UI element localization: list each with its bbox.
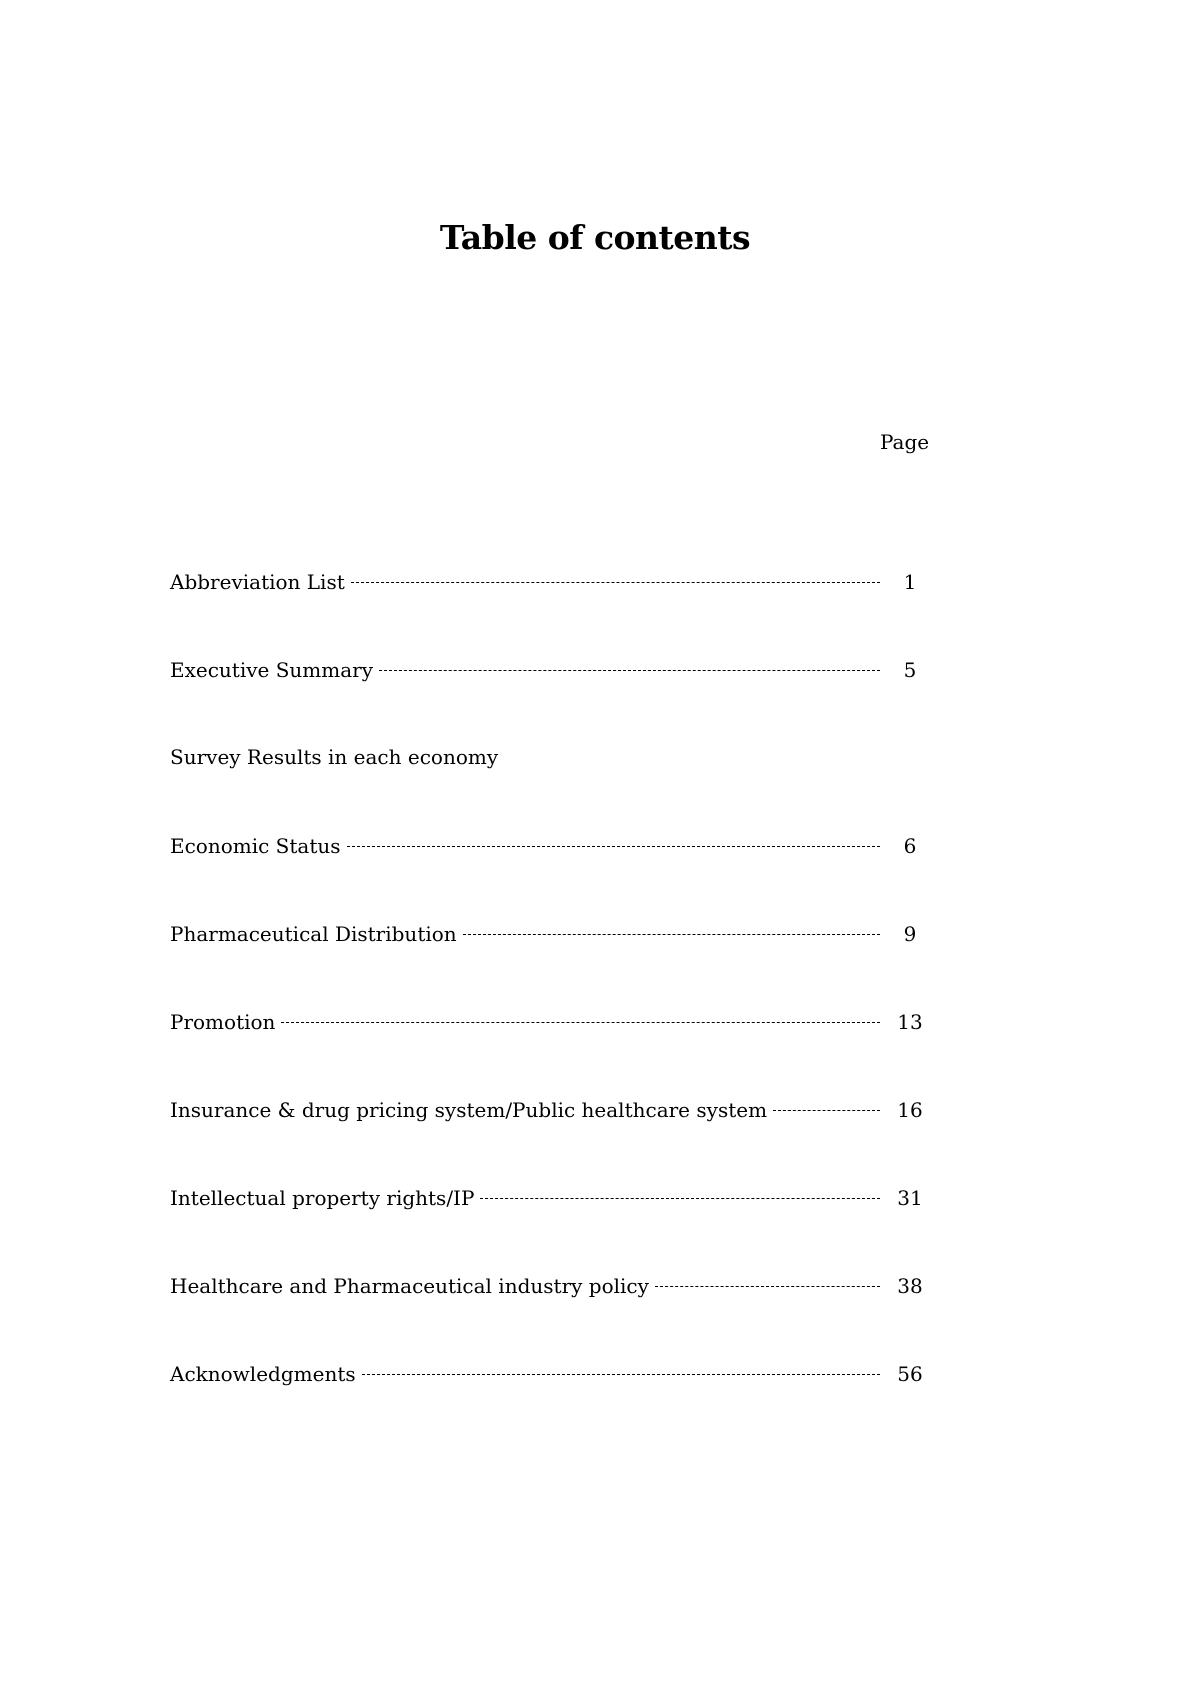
toc-entry[interactable] [170, 1186, 930, 1216]
toc-entry-label: Intellectual property rights/IP [170, 1186, 475, 1210]
dot-leader [347, 846, 880, 847]
toc-entry[interactable] [170, 1274, 930, 1304]
toc-entry-page: 16 [897, 1098, 923, 1122]
toc-entry[interactable] [170, 658, 930, 688]
toc-entry-page: 13 [897, 1010, 923, 1034]
dot-leader [281, 1022, 880, 1023]
page-column-label: Page [880, 430, 930, 454]
page-title: Table of contents [439, 218, 751, 257]
dot-leader [351, 582, 880, 583]
toc-entry-label: Insurance & drug pricing system/Public healthcare system [170, 1098, 768, 1122]
toc-entry-page: 56 [897, 1362, 923, 1386]
dot-leader [379, 670, 880, 671]
toc-entry-page: 6 [903, 834, 917, 858]
dot-leader [362, 1374, 880, 1375]
toc-entry-label: Executive Summary [170, 658, 374, 682]
toc-entry-page: 5 [903, 658, 917, 682]
toc-section-heading: Survey Results in each economy [170, 745, 499, 769]
dot-leader [480, 1198, 880, 1199]
toc-entry-page: 1 [903, 570, 917, 594]
dot-leader [655, 1286, 880, 1287]
toc-entry-page: 38 [897, 1274, 923, 1298]
toc-entry[interactable] [170, 1362, 930, 1392]
dot-leader [773, 1110, 880, 1111]
toc-entry-page: 9 [903, 922, 917, 946]
dot-leader [463, 934, 880, 935]
toc-entry-label: Abbreviation List [170, 570, 345, 594]
toc-entry[interactable] [170, 1010, 930, 1040]
toc-entry[interactable] [170, 922, 930, 952]
toc-entry-label: Healthcare and Pharmaceutical industry policy [170, 1274, 649, 1298]
toc-entry-page: 31 [897, 1186, 923, 1210]
toc-entry[interactable] [170, 570, 930, 600]
toc-entry-label: Economic Status [170, 834, 341, 858]
toc-entry-label: Promotion [170, 1010, 276, 1034]
toc-entry[interactable] [170, 834, 930, 864]
toc-entry[interactable] [170, 1098, 930, 1128]
toc-entry-label: Acknowledgments [170, 1362, 356, 1386]
toc-entry-label: Pharmaceutical Distribution [170, 922, 457, 946]
